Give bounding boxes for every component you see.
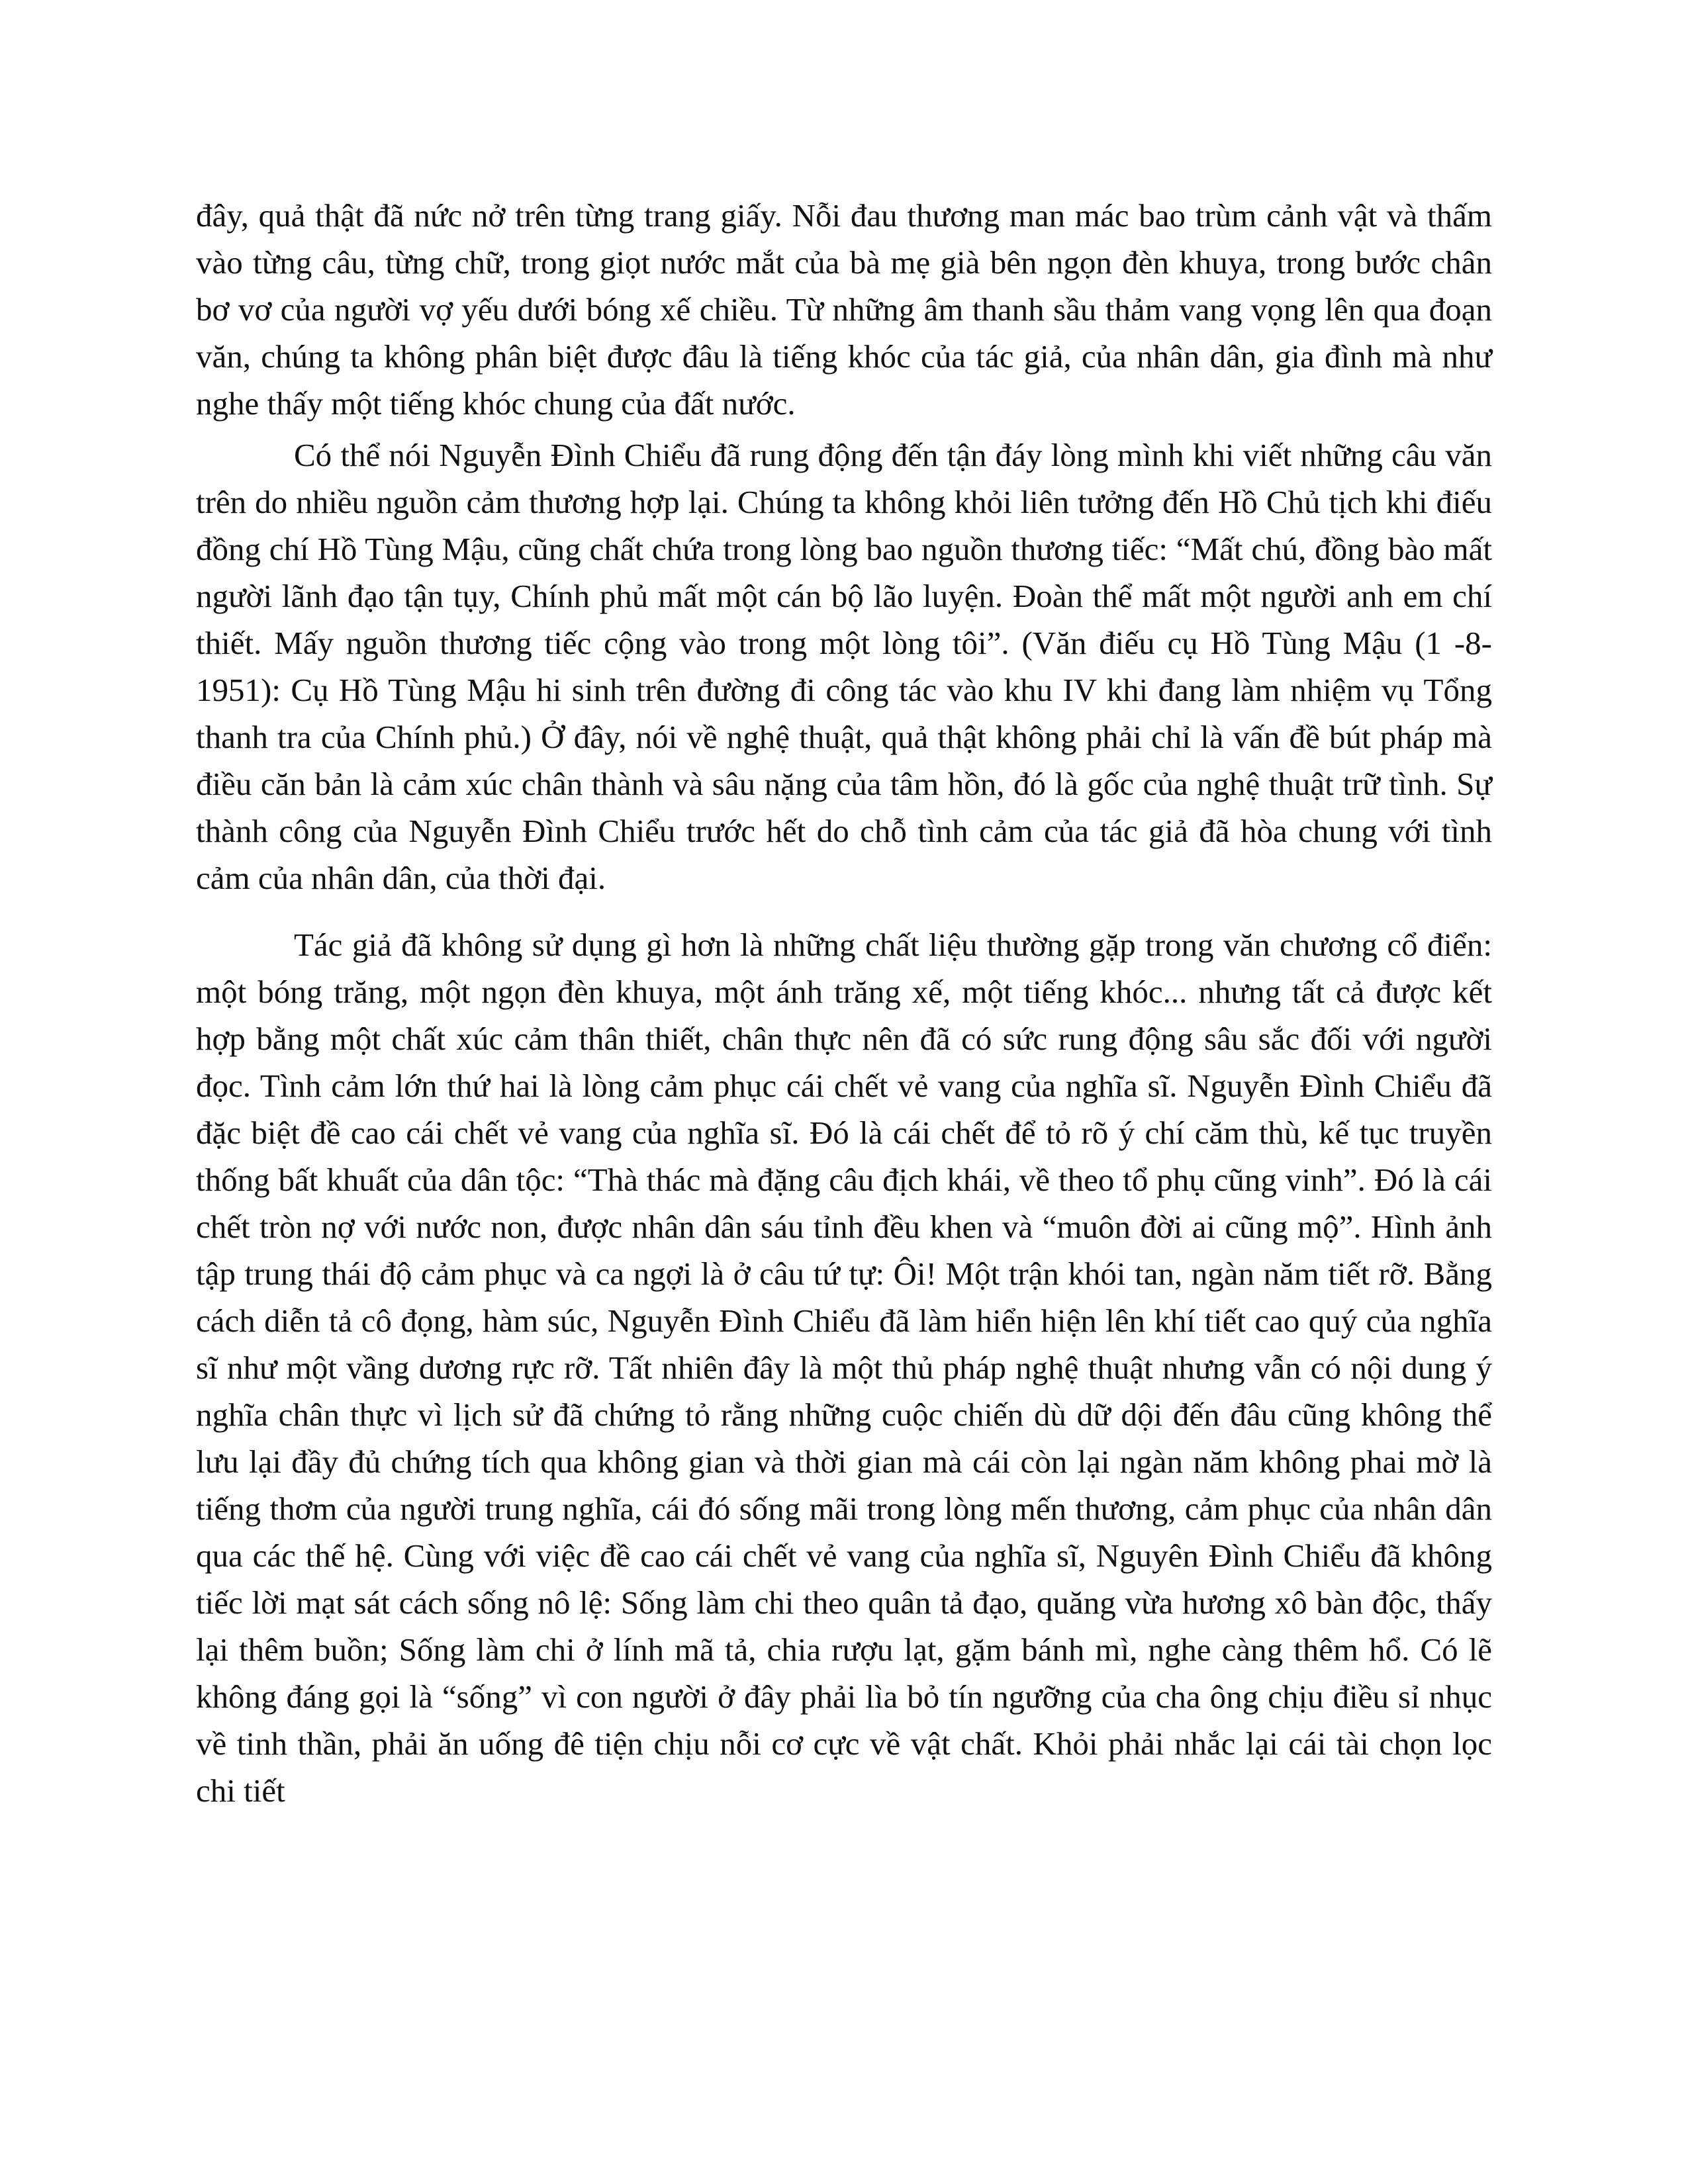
paragraph-3: Tác giả đã không sử dụng gì hơn là những chất liệu thường gặp trong văn chương cổ điển: một bóng trăng, một ngọn đèn khuya, một ánh trăng xế, một tiếng khóc... nhưng tất cả được kết hợp bằng một chất xúc cảm thân thiết, chân thực nên đã có sức rung động sâu sắc đối với người đọc. Tình cảm lớn thứ hai là lòng cảm phục cái chết vẻ vang của nghĩa sĩ. Nguyễn Đình Chiểu đã đặc biệt đề cao cái chết vẻ vang của nghĩa sĩ. Đó là cái chết để tỏ rõ ý chí căm thù, kế tục truyền thống bất khuất của dân tộc: “Thà thác mà đặng câu địch khái, về theo tổ phụ cũng vinh”. Đó là cái chết tròn nợ với nước non, được nhân dân sáu tỉnh đều khen và “muôn đời ai cũng mộ”. Hình ảnh tập trung thái độ cảm phục và ca ngợi là ở câu tứ tự: Ôi! Một trận khói tan, ngàn năm tiết rỡ. Bằng cách diễn tả cô đọng, hàm súc, Nguyễn Đình Chiểu đã làm hiển hiện lên khí tiết cao quý của nghĩa sĩ như một vầng dương rực rỡ. Tất nhiên đây là một thủ pháp nghệ thuật nhưng vẫn có nội dung ý nghĩa chân thực vì lịch sử đã chứng tỏ rằng những cuộc chiến dù dữ dội đến đâu cũng không thể lưu lại đầy đủ chứng tích qua không gian và thời gian mà cái còn lại ngàn năm không phai mờ là tiếng thơm của người trung nghĩa, cái đó sống mãi trong lòng mến thương, cảm phục của nhân dân qua các thế hệ. Cùng với việc đề cao cái chết vẻ vang của nghĩa sĩ, Nguyên Đình Chiểu đã không tiếc lời mạt sát cách sống nô lệ: Sống làm chi theo quân tả đạo, quăng vừa hương xô bàn độc, thấy lại thêm buồn; Sống làm chi ở lính mã tả, chia rượu lạt, gặm bánh mì, nghe càng thêm hổ. Có lẽ không đáng gọi là “sống” vì con người ở đây phải lìa bỏ tín ngưỡng của cha ông chịu điều sỉ nhục về tinh thần, phải ăn uống đê tiện chịu nỗi cơ cực về vật chất. Khỏi phải nhắc lại cái tài chọn lọc chi tiết [196,927,1492,1809]
paragraph-1: đây, quả thật đã nức nở trên từng trang giấy. Nỗi đau thương man mác bao trùm cảnh vật và thấm vào từng câu, từng chữ, trong giọt nước mắt của bà mẹ già bên ngọn đèn khuya, trong bước chân bơ vơ của người vợ yếu dưới bóng xế chiều. Từ những âm thanh sầu thảm vang vọng lên qua đoạn văn, chúng ta không phân biệt được đâu là tiếng khóc của tác giả, của nhân dân, gia đình mà như nghe thấy một tiếng khóc chung của đất nước. [196,197,1492,422]
paragraph-2: Có thể nói Nguyễn Đình Chiểu đã rung động đến tận đáy lòng mình khi viết những câu văn trên do nhiều nguồn cảm thương hợp lại. Chúng ta không khỏi liên tưởng đến Hồ Chủ tịch khi điếu đồng chí Hồ Tùng Mậu, cũng chất chứa trong lòng bao nguồn thương tiếc: “Mất chú, đồng bào mất người lãnh đạo tận tụy, Chính phủ mất một cán bộ lão luyện. Đoàn thể mất một người anh em chí thiết. Mấy nguồn thương tiếc cộng vào trong một lòng tôi”. (Văn điếu cụ Hồ Tùng Mậu (1 -8-1951): Cụ Hồ Tùng Mậu hi sinh trên đường đi công tác vào khu IV khi đang làm nhiệm vụ Tổng thanh tra của Chính phủ.) Ở đây, nói về nghệ thuật, quả thật không phải chỉ là vấn đề bút pháp mà điều căn bản là cảm xúc chân thành và sâu nặng của tâm hồn, đó là gốc của nghệ thuật trữ tình. Sự thành công của Nguyễn Đình Chiểu trước hết do chỗ tình cảm của tác giả đã hòa chung với tình cảm của nhân dân, của thời đại. [196,437,1492,896]
document-page [196,192,1492,1814]
